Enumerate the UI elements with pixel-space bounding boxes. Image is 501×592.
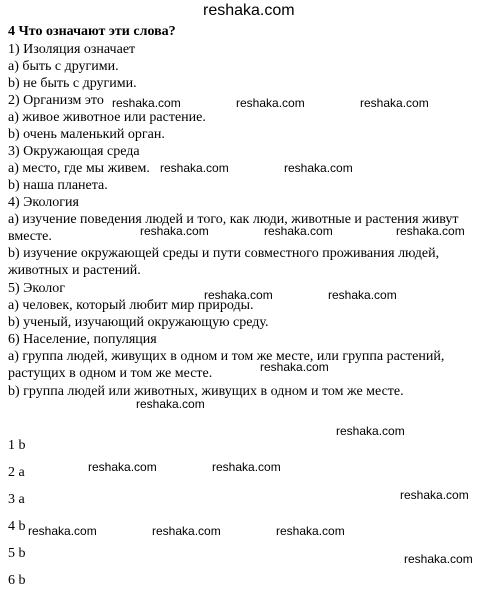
question-6-option-a-continued: растущих в одном и том же месте. [8,366,213,381]
question-6-option-b: b) группа людей или животных, живущих в одном и том же месте. [8,384,404,399]
watermark: reshaka.com [276,524,345,538]
question-6: 6) Население, популяция [8,332,157,347]
answer-4: 4 b [8,519,26,534]
question-4-option-b: b) изучение окружающей среды и пути совместного проживания людей, [8,246,440,261]
answer-3: 3 a [8,492,25,507]
watermark: reshaka.com [140,224,209,238]
watermark: reshaka.com [160,161,229,175]
question-5-option-a: a) человек, который любит мир природы. [8,298,254,313]
question-3-option-b: b) наша планета. [8,178,108,193]
question-1: 1) Изоляция означает [8,42,136,57]
watermark: reshaka.com [212,460,281,474]
question-5: 5) Эколог [8,281,66,296]
question-2: 2) Организм это [8,93,104,108]
watermark: reshaka.com [136,397,205,411]
watermark: reshaka.com [336,424,405,438]
watermark: reshaka.com [260,360,329,374]
question-2-option-a: a) живое животное или растение. [8,110,206,125]
watermark: reshaka.com [236,96,305,110]
watermark: reshaka.com [328,288,397,302]
watermark: reshaka.com [88,460,157,474]
question-3-option-a: a) место, где мы живем. [8,161,150,176]
answer-6: 6 b [8,573,26,588]
watermark: reshaka.com [28,524,97,538]
watermark: reshaka.com [112,96,181,110]
watermark: reshaka.com [400,488,469,502]
question-1-option-a: a) быть с другими. [8,59,119,74]
question-4: 4) Экология [8,195,79,210]
question-4-option-a: a) изучение поведения людей и того, как люди, животные и растения живут [8,212,459,227]
question-2-option-b: b) очень маленький орган. [8,127,165,142]
question-6-option-a: a) группа людей, живущих в одном и том же месте, или группа растений, [8,349,445,364]
question-4-option-b-continued: животных и растений. [8,263,141,278]
watermark: reshaka.com [404,552,473,566]
watermark: reshaka.com [396,224,465,238]
question-3: 3) Окружающая среда [8,144,140,159]
question-4-option-a-continued: вместе. [8,229,52,244]
exercise-title: 4 Что означают эти слова? [8,24,176,39]
question-1-option-b: b) не быть с другими. [8,76,137,91]
answer-1: 1 b [8,438,26,453]
watermark: reshaka.com [152,524,221,538]
answer-5: 5 b [8,546,26,561]
site-watermark-top: reshaka.com [203,2,295,19]
question-5-option-b: b) ученый, изучающий окружающую среду. [8,315,269,330]
answer-2: 2 a [8,465,25,480]
watermark: reshaka.com [204,288,273,302]
watermark: reshaka.com [264,224,333,238]
watermark: reshaka.com [284,161,353,175]
watermark: reshaka.com [360,96,429,110]
